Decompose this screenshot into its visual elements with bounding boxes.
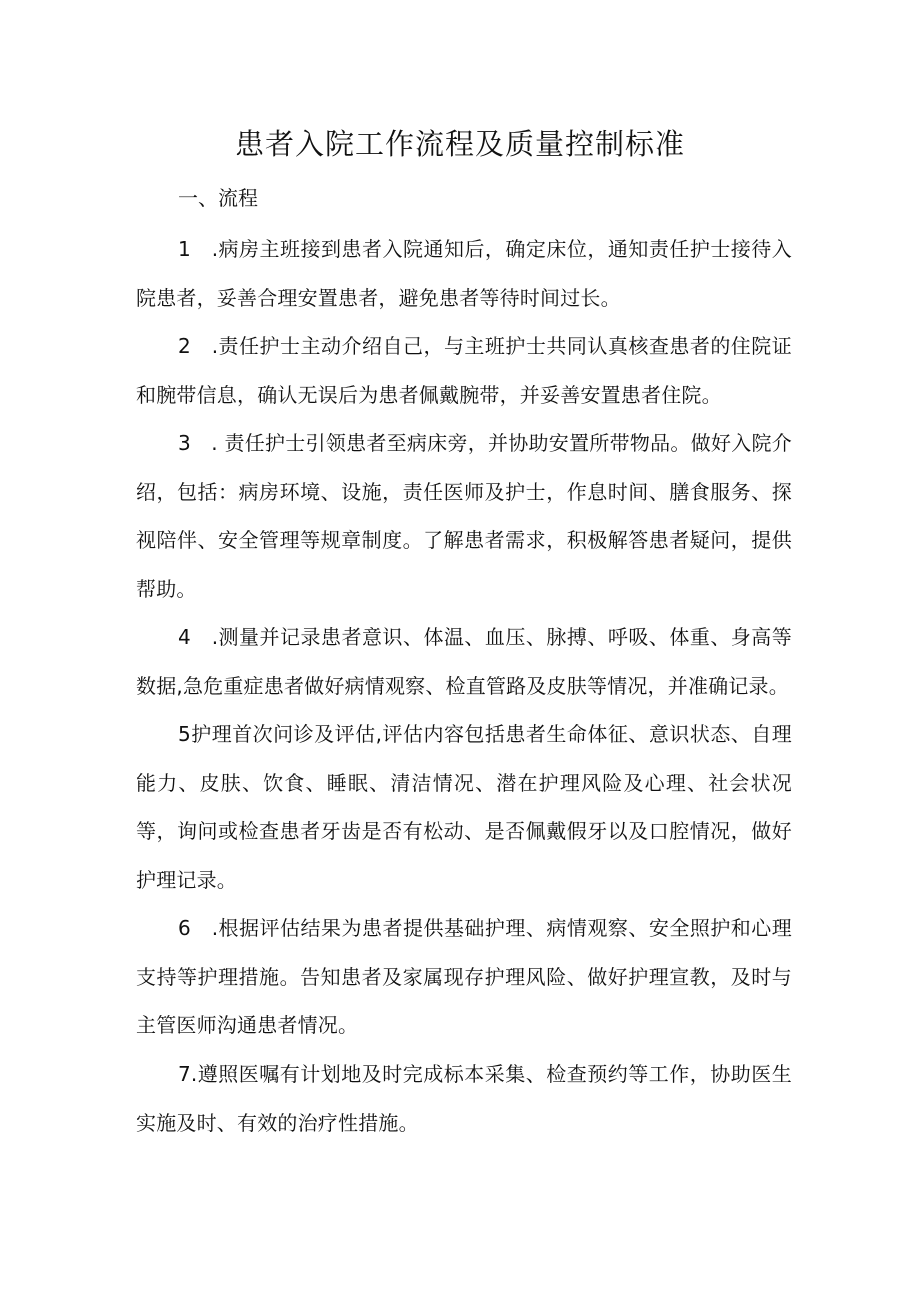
process-step-2: 2 .责任护士主动介绍自己，与主班护士共同认真核查患者的住院证和腕带信息，确认无误后为患者佩戴腕带，并妥善安置患者住院。 [136,334,792,407]
process-step-1: 1 .病房主班接到患者入院通知后，确定床位，通知责任护士接待入院患者，妥善合理安置患者，避免患者等待时间过长。 [136,237,792,310]
section-heading: 一、流程 [178,186,258,210]
process-step-3: 3 . 责任护士引领患者至病床旁，并协助安置所带物品。做好入院介绍，包括：病房环境、设施，责任医师及护士，作息时间、膳食服务、探视陪伴、安全管理等规章制度。了解患者需求，积极解答患者疑问，提供帮助。 [136,431,792,601]
process-step-4: 4 .测量并记录患者意识、体温、血压、脉搏、呼吸、体重、身高等数据,急危重症患者做好病情观察、检直管路及皮肤等情况，并准确记录。 [136,625,792,698]
process-step-7: 7.遵照医嘱有计划地及时完成标本采集、检查预约等工作，协助医生实施及时、有效的治疗性措施。 [136,1062,792,1135]
process-step-6: 6 .根据评估结果为患者提供基础护理、病情观察、安全照护和心理支持等护理措施。告知患者及家属现存护理风险、做好护理宣教，及时与主管医师沟通患者情况。 [136,916,792,1038]
process-step-5: 5护理首次问诊及评估,评估内容包括患者生命体征、意识状态、自理能力、皮肤、饮食、睡眠、清洁情况、潜在护理风险及心理、社会状况等，询问或检查患者牙齿是否有松动、是否佩戴假牙以及口腔情况，做好护理记录。 [136,722,792,892]
document-title: 患者入院工作流程及质量控制标准 [234,127,685,161]
